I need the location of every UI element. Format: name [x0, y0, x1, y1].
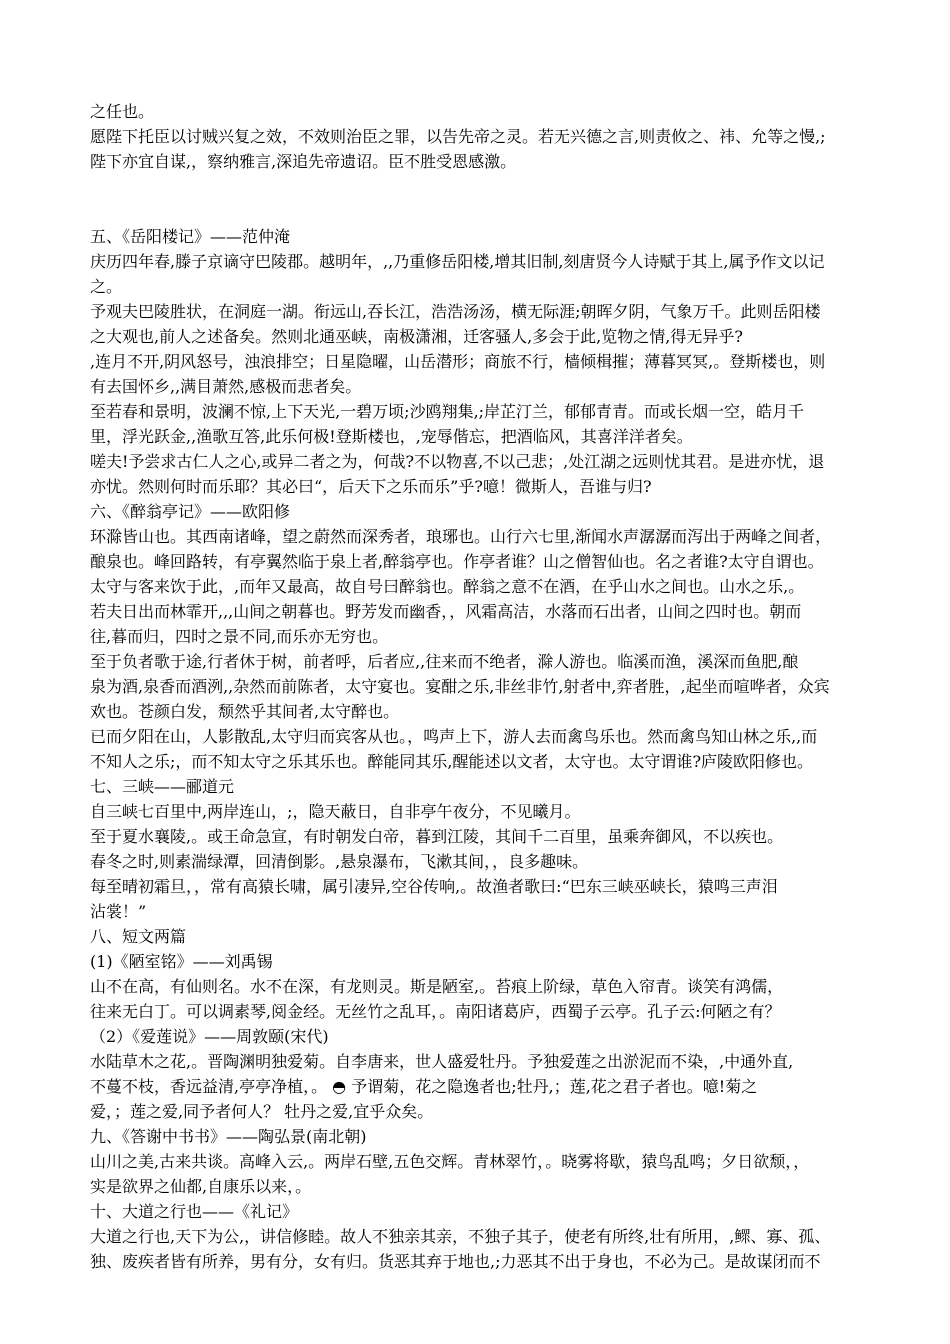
text-line: 欢也。苍颜白发，颓然乎其间者,太守醉也。 [90, 702, 400, 721]
text-line: 之。 [90, 277, 123, 296]
text-line: 往,暮而归，四时之景不同,而乐亦无穷也。 [90, 627, 389, 646]
section-heading: 八、短文两篇 [90, 927, 187, 946]
section-heading: 九、《答谢中书书》——陶弘景(南北朝) [90, 1127, 367, 1146]
text-line: 水陆草木之花,。晋陶渊明独爱菊。自李唐来，世人盛爱牡丹。予独爱莲之出淤泥而不染，,中通外直, [90, 1052, 794, 1071]
text-line: 至于负者歌于途,行者休于树，前者呼，后者应,,往来而不绝者，滁人游也。临溪而渔，溪深而鱼肥,酿 [90, 652, 799, 671]
text-line: 酿泉也。峰回路转，有亭翼然临于泉上者,醉翁亭也。作亭者谁？山之僧智仙也。名之者谁?太守自谓也。 [90, 552, 824, 571]
text-line: 沾裳！” [90, 902, 147, 921]
text-line: 庆历四年春,滕子京谪守巴陵郡。越明年，,,乃重修岳阳楼,增其旧制,刻唐贤今人诗赋于其上,属予作文以记 [90, 252, 825, 271]
section-heading: 十、大道之行也——《礼记》 [90, 1202, 299, 1221]
text-line: 自三峡七百里中,两岸连山，;，隐天蔽日，自非亭午夜分，不见曦月。 [90, 802, 581, 821]
text-line: 陛下亦宜自谋,，察纳雅言,深追先帝遗诏。臣不胜受恩感激。 [90, 152, 517, 171]
text-line: 环滁皆山也。其西南诸峰，望之蔚然而深秀者，琅琊也。山行六七里,渐闻水声潺潺而泻出于两峰之间者， [90, 527, 832, 546]
text-line: 愿陛下托臣以讨贼兴复之效，不效则治臣之罪，以告先帝之灵。若无兴德之言,则责攸之、祎、允等之慢,; [90, 127, 826, 146]
text-line: 亦忧。然则何时而乐耶？其必曰“，后天下之乐而乐”乎?噫！微斯人，吾谁与归? [90, 477, 652, 496]
section-heading: 七、三峡——郦道元 [90, 777, 235, 796]
section-heading: 五、《岳阳楼记》——范仲淹 [90, 227, 291, 246]
text-line: 大道之行也,天下为公,，讲信修睦。故人不独亲其亲，不独子其子，使老有所终,壮有所用，,鳏、寡、孤、 [90, 1227, 831, 1246]
text-line: 实是欲界之仙都,自康乐以来，。 [90, 1177, 312, 1196]
text-line: 不知人之乐;，而不知太守之乐其乐也。醉能同其乐,醒能述以文者，太守也。太守谓谁?庐陵欧阳修也。 [90, 752, 814, 771]
text-line: 至于夏水襄陵,。或王命急宣，有时朝发白帝，暮到江陵，其间千二百里，虽乘奔御风，不以疾也。 [90, 827, 784, 846]
text-line: 嗟夫!予尝求古仁人之心,或异二者之为，何哉?不以物喜,不以己悲；,处江湖之远则忧其君。是进亦忧，退 [90, 452, 825, 471]
text-line: 爱，；莲之爱,同予者何人？ 牡丹之爱,宜乎众矣。 [90, 1102, 434, 1121]
text-line: 独、废疾者皆有所养，男有分，女有归。货恶其弃于地也,;力恶其不出于身也，不必为己。是故谋闭而不 [90, 1252, 821, 1271]
text-line: 里，浮光跃金,,渔歌互答,此乐何极!登斯楼也，,宠辱偕忘，把酒临风，其喜洋洋者矣。 [90, 427, 693, 446]
subsection-heading: （2）《爱莲说》——周敦颐(宋代) [90, 1027, 329, 1046]
text-line: 山川之美,古来共谈。高峰入云,。两岸石壁,五色交辉。青林翠竹，。晓雾将歇，猿鸟乱鸣；夕日欲颓，， [90, 1152, 810, 1171]
subsection-heading: (1)《陋室铭》——刘禹锡 [90, 952, 273, 971]
text-line: 已而夕阳在山，人影散乱,太守归而宾客从也。，鸣声上下，游人去而禽鸟乐也。然而禽鸟知山林之乐,,而 [90, 727, 818, 746]
text-line: 有去国怀乡,,满目萧然,感极而悲者矣。 [90, 377, 362, 396]
text-line: 不蔓不枝，香远益清,亭亭净植，。 ◓ 予谓菊，花之隐逸者也;牡丹,；莲,花之君子者也。噫!菊之 [90, 1077, 758, 1096]
text-line: 太守与客来饮于此，,而年又最高，故自号曰醉翁也。醉翁之意不在酒，在乎山水之间也。山水之乐,。 [90, 577, 805, 596]
text-line: 山不在高，有仙则名。水不在深，有龙则灵。斯是陋室,。苔痕上阶绿，草色入帘青。谈笑有鸿儒， [90, 977, 784, 996]
text-line: 春冬之时,则素湍绿潭，回清倒影。,悬泉瀑布，飞漱其间，，良多趣味。 [90, 852, 589, 871]
text-line: 每至晴初霜旦，，常有高猿长啸，属引凄异,空谷传响,。故渔者歌曰:“巴东三峡巫峡长，猿鸣三声泪 [90, 877, 778, 896]
text-line: 若夫日出而林霏开,,,山间之朝暮也。野芳发而幽香，，风霜高洁，水落而石出者，山间之四时也。朝而 [90, 602, 802, 621]
text-line: 予观夫巴陵胜状，在洞庭一湖。衔远山,吞长江，浩浩汤汤，横无际涯;朝晖夕阴，气象万千。此则岳阳楼 [90, 302, 821, 321]
section-heading: 六、《醉翁亭记》——欧阳修 [90, 502, 291, 521]
text-line: 泉为酒,泉香而酒洌,,杂然而前陈者，太守宴也。宴酣之乐,非丝非竹,射者中,弈者胜，,起坐而喧哗者，众宾 [90, 677, 830, 696]
text-line: 至若春和景明，波澜不惊,上下天光,一碧万顷;沙鸥翔集,;岸芷汀兰，郁郁青青。而或长烟一空，皓月千 [90, 402, 805, 421]
text-line: 之任也。 [90, 102, 155, 121]
text-line: 之大观也,前人之述备矣。然则北通巫峡，南极潇湘，迁客骚人,多会于此,览物之情,得无异乎? [90, 327, 743, 346]
text-line: 往来无白丁。可以调素琴,阅金经。无丝竹之乱耳，。南阳诸葛庐，西蜀子云亭。孔子云:何陋之有？ [90, 1002, 781, 1021]
text-line: ,连月不开,阴风怒号，浊浪排空；日星隐曜，山岳潜形；商旅不行，樯倾楫摧；薄暮冥冥,。登斯楼也，则 [90, 352, 826, 371]
